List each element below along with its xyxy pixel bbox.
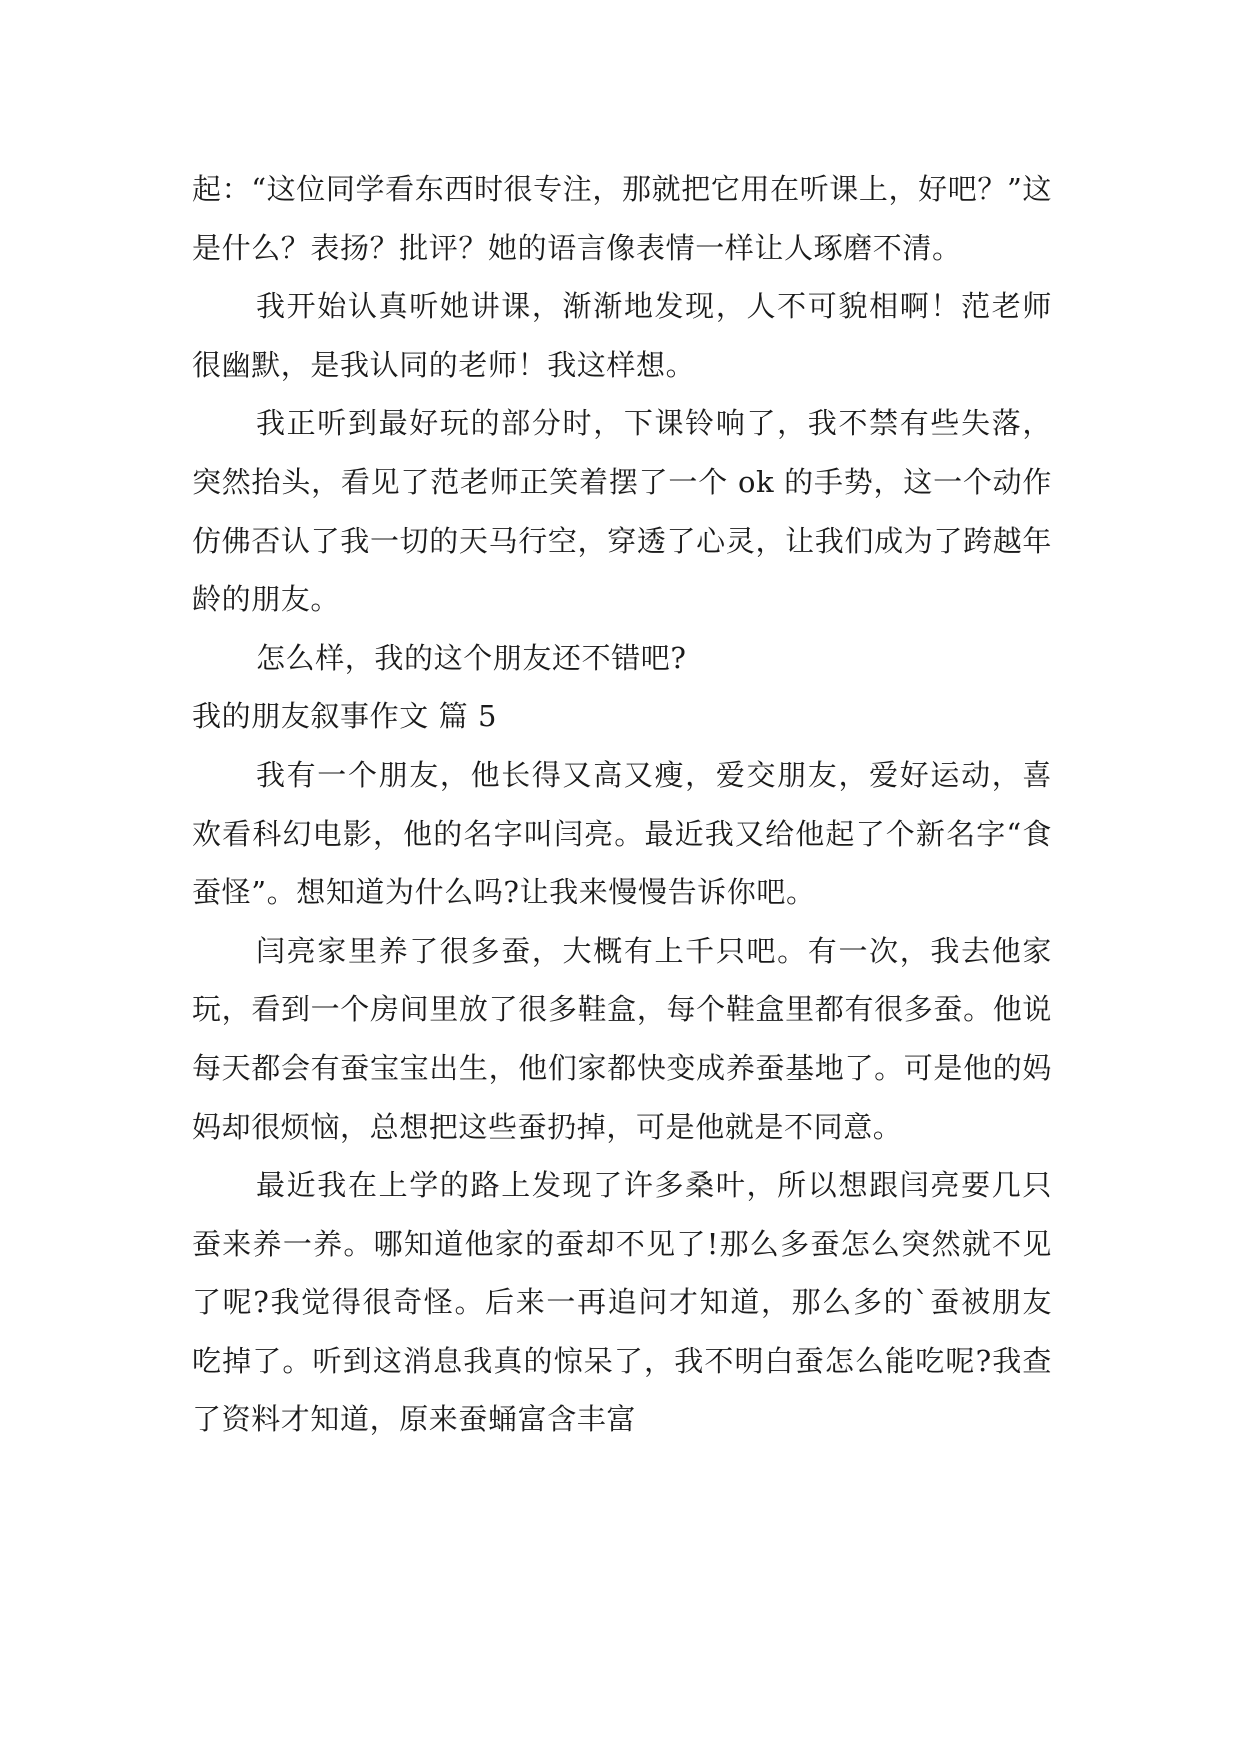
- document-body: [192, 160, 1052, 1449]
- paragraph: 我开始认真听她讲课，渐渐地发现，人不可貌相啊！范老师很幽默，是我认同的老师！我这样想。: [192, 289, 1052, 382]
- paragraph: 我正听到最好玩的部分时，下课铃响了，我不禁有些失落，突然抬头，看见了范老师正笑着摆了一个 ok 的手势，这一个动作仿佛否认了我一切的天马行空，穿透了心灵，让我们成为了跨越年龄的朋友。: [192, 406, 1052, 617]
- paragraph-continuation: 起：“这位同学看东西时很专注，那就把它用在听课上，好吧？”这是什么？表扬？批评？她的语言像表情一样让人琢磨不清。: [192, 172, 1052, 265]
- paragraph: 闫亮家里养了很多蚕，大概有上千只吧。有一次，我去他家玩，看到一个房间里放了很多鞋盒，每个鞋盒里都有很多蚕。他说每天都会有蚕宝宝出生，他们家都快变成养蚕基地了。可是他的妈妈却很烦恼，总想把这些蚕扔掉，可是他就是不同意。: [192, 933, 1052, 1144]
- paragraph: 怎么样，我的这个朋友还不错吧?: [256, 640, 687, 675]
- paragraph: 最近我在上学的路上发现了许多桑叶，所以想跟闫亮要几只蚕来养一养。哪知道他家的蚕却不见了!那么多蚕怎么突然就不见了呢?我觉得很奇怪。后来一再追问才知道，那么多的`蚕被朋友吃掉了。听到这消息我真的惊呆了，我不明白蚕怎么能吃呢?我查了资料才知道，原来蚕蛹富含丰富: [192, 1168, 1052, 1437]
- paragraph: 我有一个朋友，他长得又高又瘦，爱交朋友，爱好运动，喜欢看科幻电影，他的名字叫闫亮。最近我又给他起了个新名字“食蚕怪”。想知道为什么吗?让我来慢慢告诉你吧。: [192, 757, 1052, 910]
- section-heading: 我的朋友叙事作文 篇 5: [192, 699, 498, 734]
